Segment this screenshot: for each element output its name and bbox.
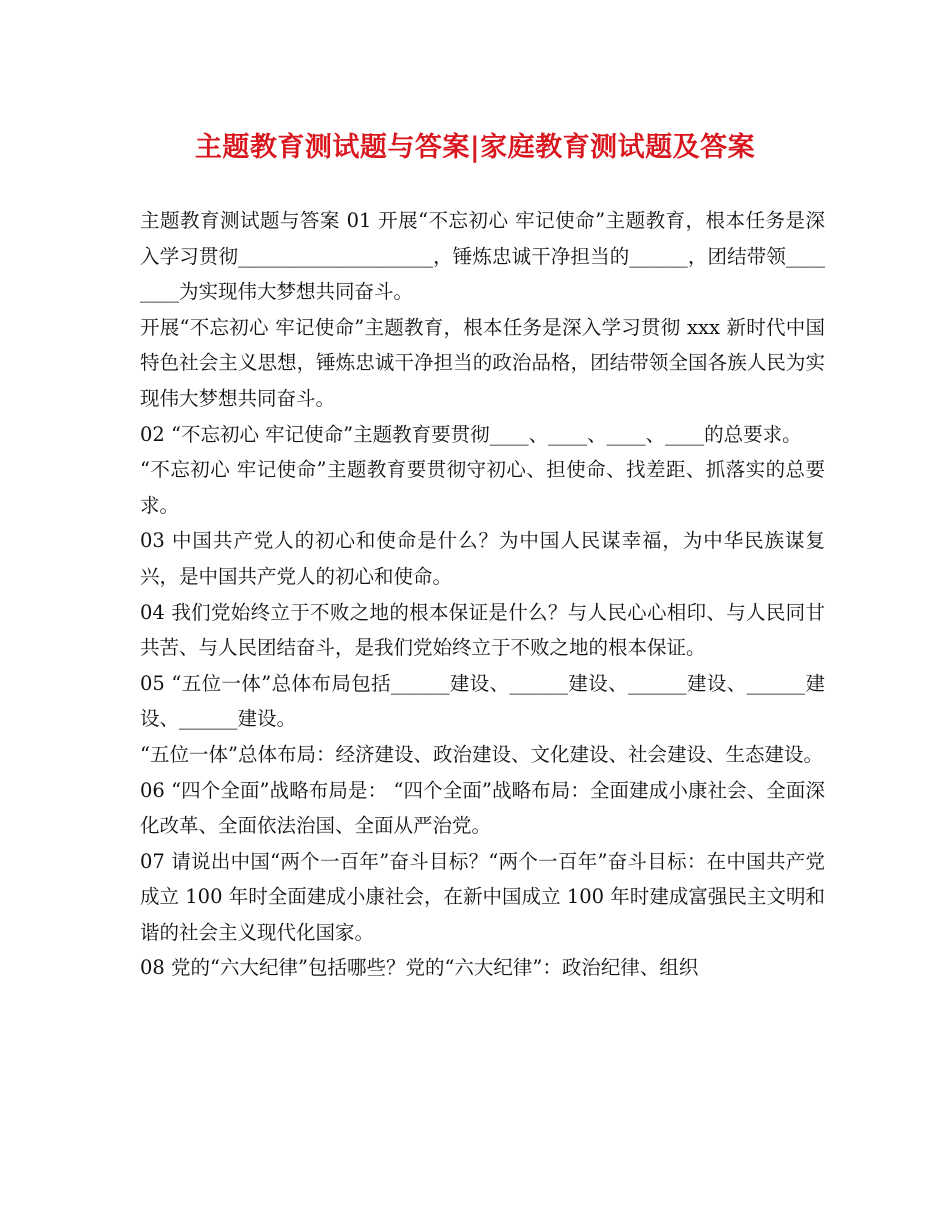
paragraph-a01: 开展“不忘初心 牢记使命”主题教育，根本任务是深入学习贯彻 xxx 新时代中国特色社会主义思想，锤炼忠诚干净担当的政治品格，团结带领全国各族人民为实现伟大梦想共同奋斗。 — [140, 315, 825, 410]
document-body — [140, 203, 825, 986]
paragraph-a05: “五位一体”总体布局：经济建设、政治建设、文化建设、社会建设、生态建设。 — [140, 742, 823, 766]
paragraph-q08: 08 党的“六大纪律”包括哪些？党的“六大纪律”：政治纪律、组织 — [140, 956, 699, 980]
paragraph-q06: 06 “四个全面”战略布局是： “四个全面”战略布局：全面建成小康社会、全面深化改革、全面依法治国、全面从严治党。 — [140, 778, 825, 838]
paragraph-q07: 07 请说出中国“两个一百年”奋斗目标？“两个一百年”奋斗目标：在中国共产党成立 100 年时全面建成小康社会，在新中国成立 100 年时建成富强民主文明和谐的社会主义现代化国家。 — [140, 849, 825, 944]
document-title: 主题教育测试题与答案|家庭教育测试题及答案 — [194, 132, 756, 163]
paragraph-q04: 04 我们党始终立于不败之地的根本保证是什么？与人民心心相印、与人民同甘共苦、与人民团结奋斗，是我们党始终立于不败之地的根本保证。 — [140, 600, 825, 660]
paragraph-q05: 05 “五位一体”总体布局包括______建设、______建设、______建设、______建设、______建设。 — [140, 671, 825, 731]
paragraph-q02: 02 “不忘初心 牢记使命”主题教育要贯彻____、____、____、____的总要求。 — [140, 422, 802, 446]
paragraph-q03: 03 中国共产党人的初心和使命是什么？为中国人民谋幸福，为中华民族谋复兴，是中国共产党人的初心和使命。 — [140, 529, 825, 588]
paragraph-q01: 主题教育测试题与答案 01 开展“不忘初心 牢记使命”主题教育，根本任务是深入学习贯彻____________________，锤炼忠诚干净担当的______，团结带领________为实现伟大梦想共同奋斗。 — [140, 209, 825, 304]
paragraph-a02: “不忘初心 牢记使命”主题教育要贯彻守初心、担使命、找差距、抓落实的总要求。 — [140, 458, 825, 517]
